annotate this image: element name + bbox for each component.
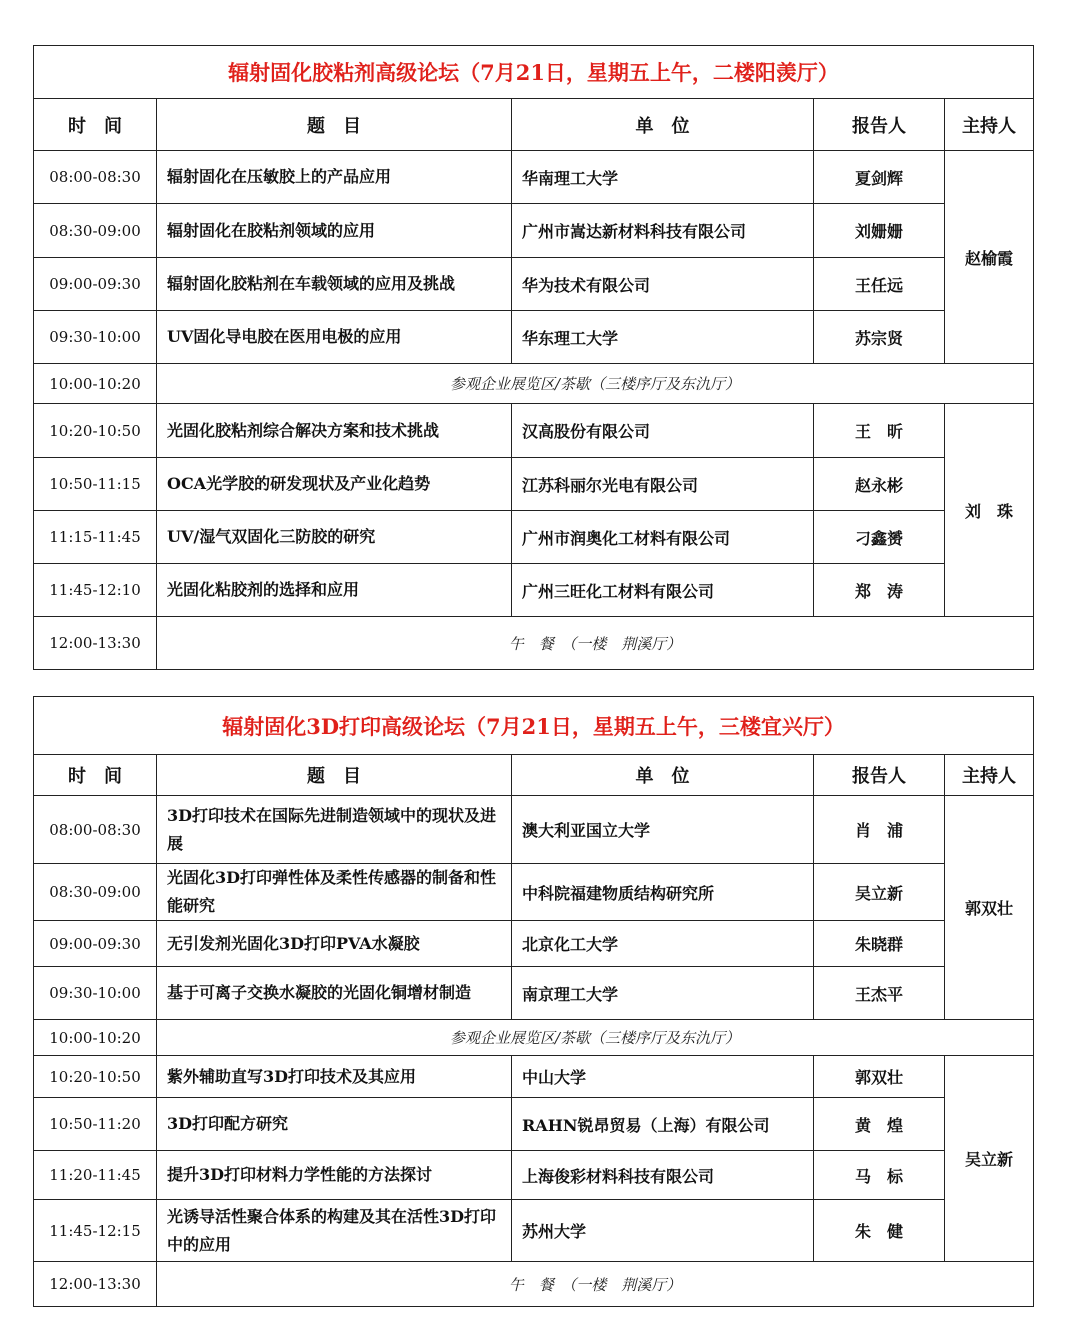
break-row <box>34 1262 1034 1307</box>
speaker-cell: 马 标 <box>814 1151 945 1200</box>
header-unit: 单 位 <box>512 755 814 796</box>
speaker-cell: 赵永彬 <box>814 458 945 511</box>
unit-cell: RAHN锐昂贸易（上海）有限公司 <box>512 1098 814 1151</box>
header-unit: 单 位 <box>512 99 814 151</box>
speaker-cell: 肖 浦 <box>814 796 945 864</box>
topic-cell: 3D打印配方研究 <box>157 1098 512 1151</box>
speaker-cell: 吴立新 <box>814 864 945 921</box>
topic-cell: UV固化导电胶在医用电极的应用 <box>157 311 512 364</box>
unit-cell: 中山大学 <box>512 1056 814 1098</box>
break-cell: 参观企业展览区/茶歇（三楼序厅及东氿厅） <box>157 364 1034 404</box>
speaker-cell: 王杰平 <box>814 967 945 1020</box>
unit-cell: 汉高股份有限公司 <box>512 404 814 458</box>
table-row <box>34 564 1034 617</box>
topic-cell: 辐射固化在压敏胶上的产品应用 <box>157 151 512 204</box>
table-row <box>34 511 1034 564</box>
unit-cell: 华为技术有限公司 <box>512 258 814 311</box>
topic-cell: 无引发剂光固化3D打印PVA水凝胶 <box>157 921 512 967</box>
topic-cell: 光固化3D打印弹性体及柔性传感器的制备和性能研究 <box>157 864 512 921</box>
table-row <box>34 864 1034 921</box>
speaker-cell: 朱 健 <box>814 1200 945 1262</box>
unit-cell: 华南理工大学 <box>512 151 814 204</box>
speaker-cell: 黄 煌 <box>814 1098 945 1151</box>
break-cell: 午 餐 （一楼 荆溪厅） <box>157 1262 1034 1307</box>
topic-cell: OCA光学胶的研发现状及产业化趋势 <box>157 458 512 511</box>
unit-cell: 华东理工大学 <box>512 311 814 364</box>
unit-cell: 广州市润奥化工材料有限公司 <box>512 511 814 564</box>
topic-cell: 提升3D打印材料力学性能的方法探讨 <box>157 1151 512 1200</box>
table-row <box>34 204 1034 258</box>
break-cell: 午 餐 （一楼 荆溪厅） <box>157 617 1034 670</box>
time-cell: 10:20-10:50 <box>34 1056 157 1098</box>
unit-cell: 广州市嵩达新材料科技有限公司 <box>512 204 814 258</box>
speaker-cell: 郭双壮 <box>814 1056 945 1098</box>
header-time: 时 间 <box>34 99 157 151</box>
unit-cell: 苏州大学 <box>512 1200 814 1262</box>
topic-cell: 紫外辅助直写3D打印技术及其应用 <box>157 1056 512 1098</box>
host-cell: 赵榆霞 <box>945 151 1034 364</box>
topic-cell: 光诱导活性聚合体系的构建及其在活性3D打印中的应用 <box>157 1200 512 1262</box>
time-cell: 09:00-09:30 <box>34 921 157 967</box>
speaker-cell: 刁鑫赟 <box>814 511 945 564</box>
forum-title: 辐射固化胶粘剂高级论坛（7月21日，星期五上午，二楼阳羡厅） <box>34 46 1034 99</box>
unit-cell: 中科院福建物质结构研究所 <box>512 864 814 921</box>
table-row <box>34 404 1034 458</box>
unit-cell: 上海俊彩材料科技有限公司 <box>512 1151 814 1200</box>
speaker-cell: 王 昕 <box>814 404 945 458</box>
speaker-cell: 刘姗姗 <box>814 204 945 258</box>
speaker-cell: 苏宗贤 <box>814 311 945 364</box>
header-topic: 题 目 <box>157 99 512 151</box>
time-cell: 11:15-11:45 <box>34 511 157 564</box>
unit-cell: 澳大利亚国立大学 <box>512 796 814 864</box>
time-cell: 10:00-10:20 <box>34 364 157 404</box>
forum-table-1 <box>33 45 1034 670</box>
table-row <box>34 921 1034 967</box>
topic-cell: 光固化胶粘剂综合解决方案和技术挑战 <box>157 404 512 458</box>
topic-cell: 3D打印技术在国际先进制造领域中的现状及进展 <box>157 796 512 864</box>
table-row <box>34 1056 1034 1098</box>
forum-title: 辐射固化3D打印高级论坛（7月21日，星期五上午，三楼宜兴厅） <box>34 697 1034 755</box>
time-cell: 09:30-10:00 <box>34 967 157 1020</box>
break-row <box>34 1020 1034 1056</box>
table-row <box>34 458 1034 511</box>
time-cell: 08:30-09:00 <box>34 204 157 258</box>
time-cell: 10:00-10:20 <box>34 1020 157 1056</box>
host-cell: 吴立新 <box>945 1056 1034 1262</box>
time-cell: 12:00-13:30 <box>34 1262 157 1307</box>
table-row <box>34 1098 1034 1151</box>
topic-cell: 光固化粘胶剂的选择和应用 <box>157 564 512 617</box>
time-cell: 10:50-11:20 <box>34 1098 157 1151</box>
unit-cell: 江苏科丽尔光电有限公司 <box>512 458 814 511</box>
host-cell: 郭双壮 <box>945 796 1034 1020</box>
time-cell: 09:30-10:00 <box>34 311 157 364</box>
time-cell: 10:50-11:15 <box>34 458 157 511</box>
table-row <box>34 1151 1034 1200</box>
host-cell: 刘 珠 <box>945 404 1034 617</box>
speaker-cell: 夏剑辉 <box>814 151 945 204</box>
break-cell: 参观企业展览区/茶歇（三楼序厅及东氿厅） <box>157 1020 1034 1056</box>
header-host: 主持人 <box>945 99 1034 151</box>
table-row <box>34 151 1034 204</box>
time-cell: 11:45-12:15 <box>34 1200 157 1262</box>
header-speaker: 报告人 <box>814 99 945 151</box>
time-cell: 11:20-11:45 <box>34 1151 157 1200</box>
topic-cell: 辐射固化在胶粘剂领域的应用 <box>157 204 512 258</box>
time-cell: 09:00-09:30 <box>34 258 157 311</box>
table-row <box>34 796 1034 864</box>
forum-table-2 <box>33 696 1034 1307</box>
unit-cell: 南京理工大学 <box>512 967 814 1020</box>
time-cell: 10:20-10:50 <box>34 404 157 458</box>
topic-cell: 辐射固化胶粘剂在车载领域的应用及挑战 <box>157 258 512 311</box>
time-cell: 08:00-08:30 <box>34 796 157 864</box>
speaker-cell: 朱晓群 <box>814 921 945 967</box>
unit-cell: 广州三旺化工材料有限公司 <box>512 564 814 617</box>
time-cell: 11:45-12:10 <box>34 564 157 617</box>
table-row <box>34 311 1034 364</box>
header-speaker: 报告人 <box>814 755 945 796</box>
table-row <box>34 258 1034 311</box>
table-row <box>34 967 1034 1020</box>
topic-cell: UV/湿气双固化三防胶的研究 <box>157 511 512 564</box>
time-cell: 08:30-09:00 <box>34 864 157 921</box>
time-cell: 12:00-13:30 <box>34 617 157 670</box>
topic-cell: 基于可离子交换水凝胶的光固化铜增材制造 <box>157 967 512 1020</box>
speaker-cell: 王任远 <box>814 258 945 311</box>
header-topic: 题 目 <box>157 755 512 796</box>
speaker-cell: 郑 涛 <box>814 564 945 617</box>
break-row <box>34 364 1034 404</box>
table-row <box>34 1200 1034 1262</box>
time-cell: 08:00-08:30 <box>34 151 157 204</box>
unit-cell: 北京化工大学 <box>512 921 814 967</box>
header-host: 主持人 <box>945 755 1034 796</box>
break-row <box>34 617 1034 670</box>
header-time: 时 间 <box>34 755 157 796</box>
